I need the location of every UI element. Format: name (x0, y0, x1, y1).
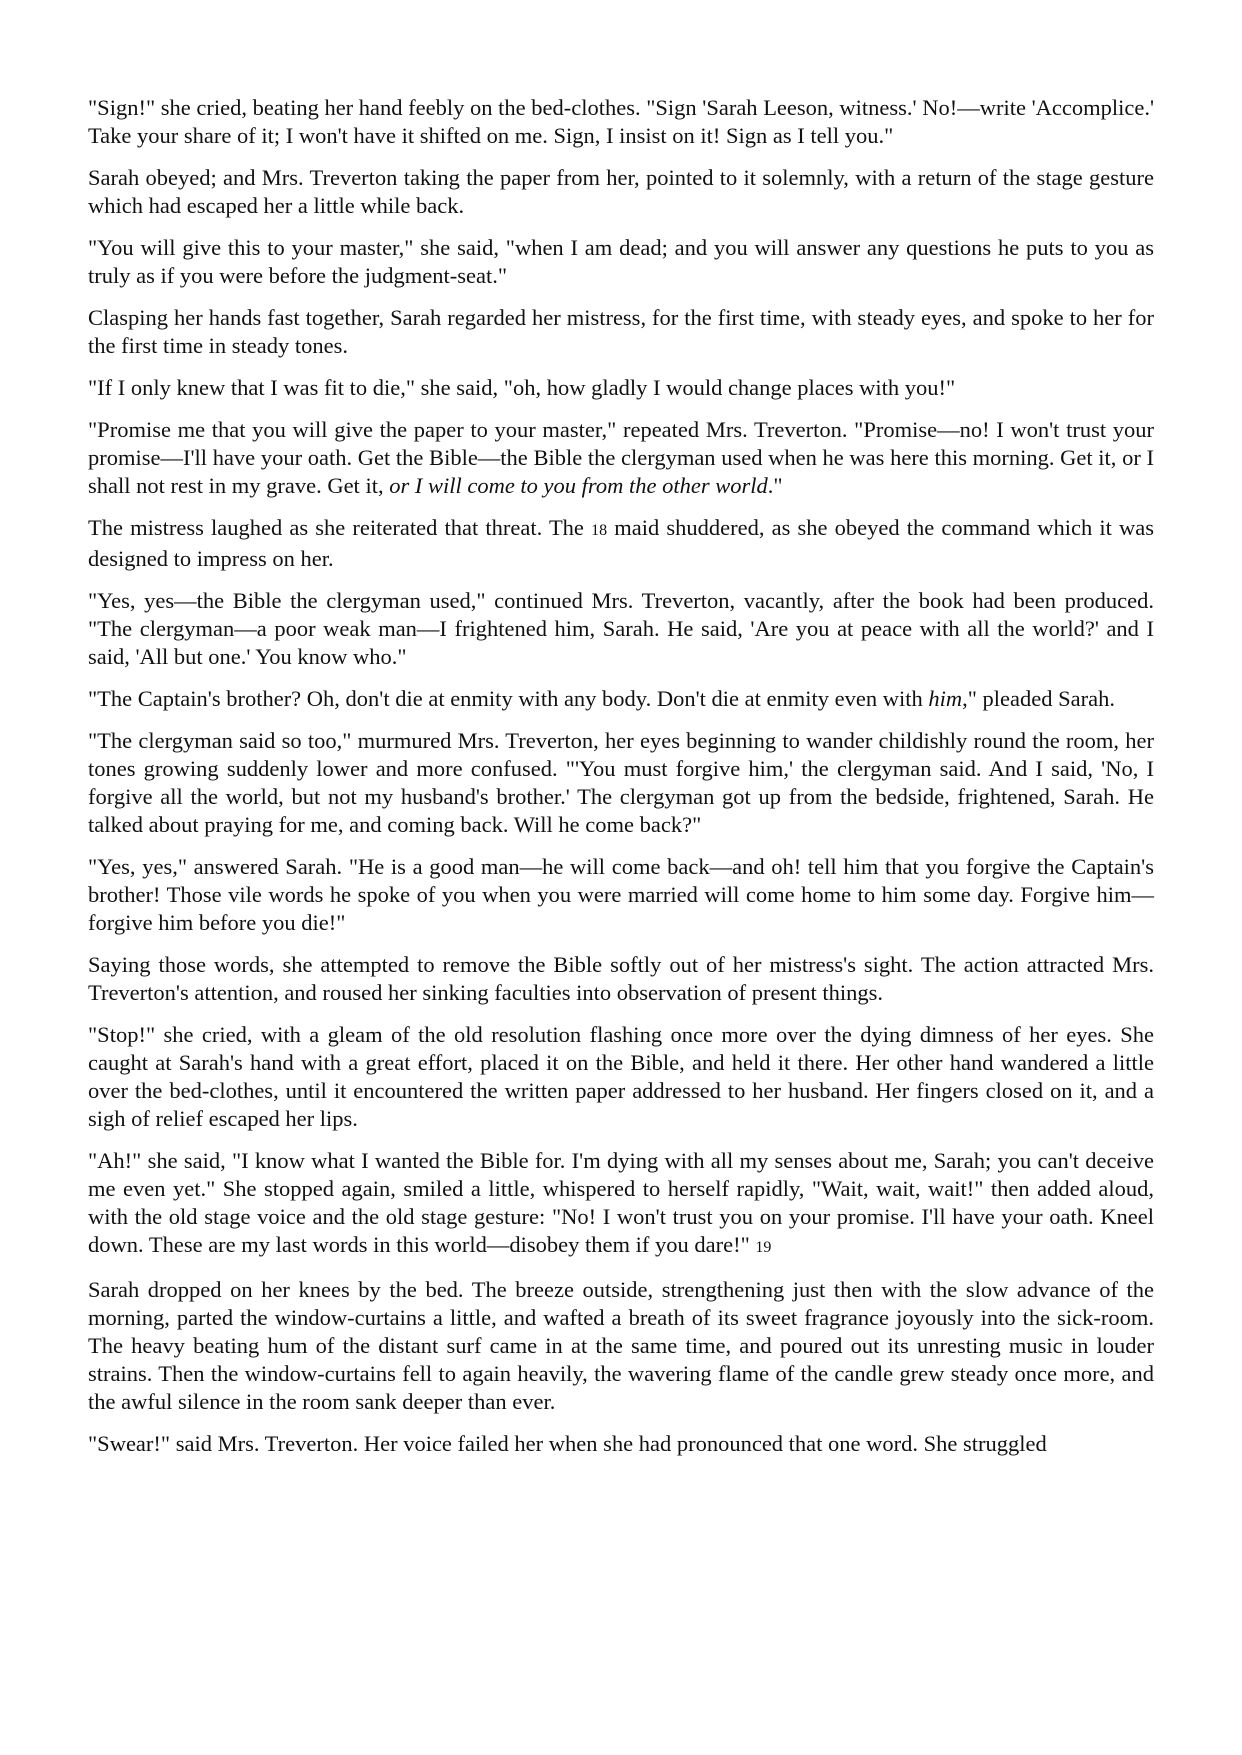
italic-text: him (928, 686, 963, 711)
text-run: Saying those words, she attempted to remove the Bible softly out of her mistress's sight. The action attracted Mrs. Treverton's attention, and roused her sinking faculties into observation of present things. (88, 952, 1154, 1005)
text-run: "If I only knew that I was fit to die," she said, "oh, how gladly I would change places with you!" (88, 375, 956, 400)
text-run: maid shuddered, as she obeyed the command which it was designed to impress on her. (88, 515, 1154, 571)
paragraph (88, 587, 1154, 671)
text-run: "Swear!" said Mrs. Treverton. Her voice failed her when she had pronounced that one word. She struggled (88, 1431, 1047, 1456)
paragraph (88, 853, 1154, 937)
paragraph (88, 164, 1154, 220)
paragraph (88, 94, 1154, 150)
text-run: ," pleaded Sarah. (962, 686, 1115, 711)
text-run: The mistress laughed as she reiterated that threat. The (88, 515, 592, 540)
paragraph (88, 1430, 1154, 1458)
paragraph (88, 234, 1154, 290)
page-number: 19 (755, 1239, 772, 1256)
text-run: "Sign!" she cried, beating her hand feebly on the bed-clothes. "Sign 'Sarah Leeson, witness.' No!—write 'Accomplice.' Take your share of it; I won't have it shifted on me. Sign, I insist on it! Sign as I tell you." (88, 95, 1154, 148)
text-run: ." (767, 473, 783, 498)
paragraph (88, 514, 1154, 573)
paragraph (88, 1021, 1154, 1133)
text-run: "The Captain's brother? Oh, don't die at enmity with any body. Don't die at enmity even with (88, 686, 929, 711)
paragraph (88, 374, 1154, 402)
text-run: Clasping her hands fast together, Sarah regarded her mistress, for the first time, with steady eyes, and spoke to her for the first time in steady tones. (88, 305, 1154, 358)
text-run: "Ah!" she said, "I know what I wanted the Bible for. I'm dying with all my senses about me, Sarah; you can't deceive me even yet." She stopped again, smiled a little, whispered to herself rapidly, "Wait, wait, wait!" then added aloud, with the old stage voice and the old stage gesture: "No! I won't trust you on your promise. I'll have your oath. Kneel down. These are my last words in this world—disobey them if you dare!" (88, 1148, 1154, 1257)
paragraph (88, 1276, 1154, 1416)
text-run: "The clergyman said so too," murmured Mrs. Treverton, her eyes beginning to wander childishly round the room, her tones growing suddenly lower and more confused. "'You must forgive him,' the clergyman said. And I said, 'No, I forgive all the world, but not my husband's brother.' The clergyman got up from the bedside, frightened, Sarah. He talked about praying for me, and coming back. Will he come back?" (88, 728, 1154, 837)
text-run: "Promise me that you will give the paper to your master," repeated Mrs. Treverton. "Promise—no! I won't trust your promise—I'll have your oath. Get the Bible—the Bible the clergyman used when he was here this morning. Get it, or I shall not rest in my grave. Get it, (88, 417, 1154, 498)
paragraph (88, 685, 1154, 713)
paragraph (88, 304, 1154, 360)
paragraph (88, 416, 1154, 500)
text-run: "Stop!" she cried, with a gleam of the old resolution flashing once more over the dying dimness of her eyes. She caught at Sarah's hand with a great effort, placed it on the Bible, and held it there. Her other hand wandered a little over the bed-clothes, until it encountered the written paper addressed to her husband. Her fingers closed on it, and a sigh of relief escaped her lips. (88, 1022, 1154, 1131)
document-page (88, 94, 1154, 1472)
paragraph (88, 1147, 1154, 1262)
paragraph (88, 951, 1154, 1007)
text-run: "Yes, yes—the Bible the clergyman used," continued Mrs. Treverton, vacantly, after the book had been produced. "The clergyman—a poor weak man—I frightened him, Sarah. He said, 'Are you at peace with all the world?' and I said, 'All but one.' You know who." (88, 588, 1154, 669)
page-number: 18 (591, 522, 608, 539)
text-run: "Yes, yes," answered Sarah. "He is a good man—he will come back—and oh! tell him that you forgive the Captain's brother! Those vile words he spoke of you when you were married will come home to him some day. Forgive him—forgive him before you die!" (88, 854, 1154, 935)
paragraph (88, 727, 1154, 839)
text-run: "You will give this to your master," she said, "when I am dead; and you will answer any questions he puts to you as truly as if you were before the judgment-seat." (88, 235, 1154, 288)
text-run: Sarah dropped on her knees by the bed. The breeze outside, strengthening just then with the slow advance of the morning, parted the window-curtains a little, and wafted a breath of its sweet fragrance joyously into the sick-room. The heavy beating hum of the distant surf came in at the same time, and poured out its unresting music in louder strains. Then the window-curtains fell to again heavily, the wavering flame of the candle grew steady once more, and the awful silence in the room sank deeper than ever. (88, 1277, 1154, 1414)
italic-text: or I will come to you from the other world (389, 473, 768, 498)
text-run: Sarah obeyed; and Mrs. Treverton taking the paper from her, pointed to it solemnly, with a return of the stage gesture which had escaped her a little while back. (88, 165, 1154, 218)
